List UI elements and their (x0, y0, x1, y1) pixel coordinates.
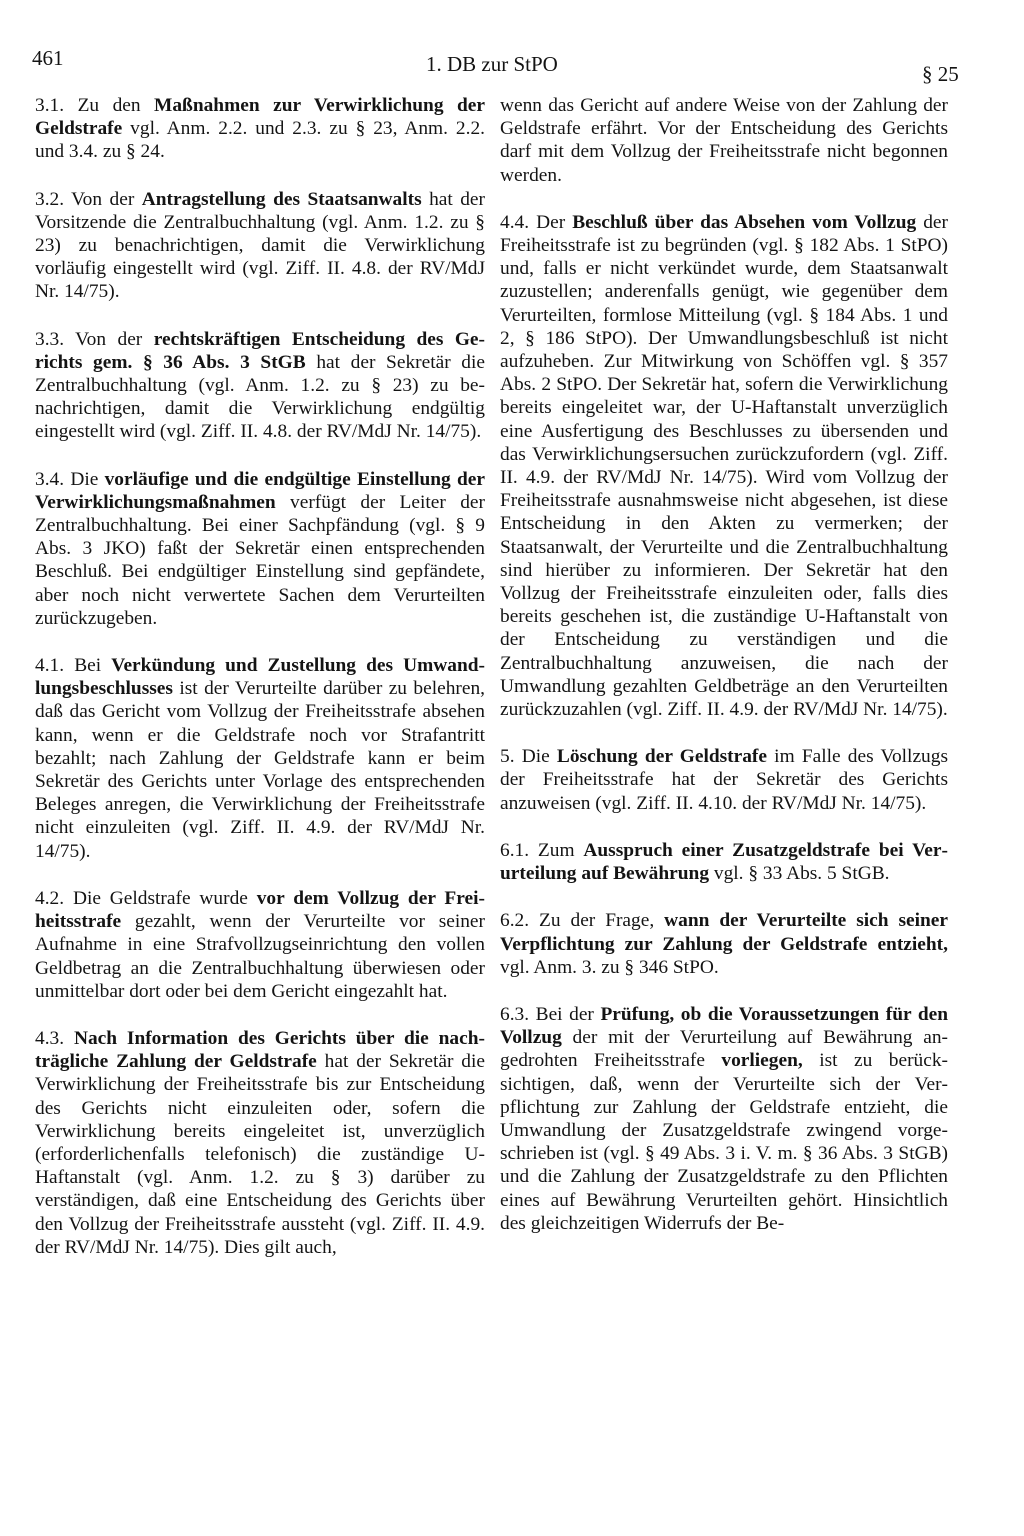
paragraph-text: Bei der (529, 1003, 601, 1025)
paragraph-number: 4.3. (35, 1027, 65, 1049)
paragraph-number: 6.3. (500, 1003, 530, 1025)
paragraph-text: vgl. Anm. 3. zu § 346 StPO. (500, 956, 719, 978)
paragraph (500, 909, 948, 979)
bold-term: Prüfung, ob die Voraussetzungen für den Vollzug (500, 1003, 948, 1049)
paragraph-text: Zu den (64, 95, 155, 116)
paragraph-text: Von der (64, 328, 154, 350)
paragraph-text: Die (64, 468, 105, 490)
bold-term: Antragstellung des Staatsanwalts (141, 188, 422, 210)
paragraph-text: Die Geldstrafe wurde (64, 887, 257, 909)
paragraph-number: 6.2. (500, 910, 530, 932)
paragraph-text: wenn das Gericht auf andere Weise von der Zahlung der Geldstrafe erfährt. Vor der Entscheidung des Gerichts darf mit dem Vollzug der Freiheitsstrafe nicht begonnen werden. (500, 95, 948, 186)
paragraph (35, 188, 485, 304)
right-column (500, 94, 948, 1259)
paragraph-text: Die (514, 746, 557, 768)
bold-term: vor dem Vollzug der Freiheitsstrafe (35, 887, 485, 933)
paragraph-text: ist der Verurteilte darüber zu belehren, daß das Gericht vom Vollzug der Freiheitsstrafe absehen kann, wenn er die Geldstrafe noch vor Strafantritt bezahlt; nach Zahlung der Geldstrafe kann er beim Sekretär des Gerichts unter Vorlage des entsprechenden Beleges anregen, die Verwirklichung der Freiheitsstrafe nicht einzuleiten (vgl. Ziff. II. 4.9. der RV/MdJ Nr. 14/75). (35, 678, 485, 862)
paragraph (35, 328, 485, 444)
paragraph-text: der Freiheitsstrafe ist zu begründen (vgl. § 182 Abs. 1 StPO) und, falls er nicht verkündet wurde, dem Staatsanwalt zuzustellen; anderenfalls genügt, wie gegenüber dem Verurteilten, formlose Mitteilung (vgl. § 184 Abs. 1 und 2, § 186 StPO). Der Umwandlungsbeschluß ist nicht aufzuheben. Zur Mitwirkung von Schöffen vgl. § 357 Abs. 2 StPO. Der Sekretär hat, sofern die Verwirklichung bereits eingeleitet war, der U-Haftanstalt unverzüglich eine Ausfertigung des Beschlusses zu übersenden und das Verwirklichungsersuchen zurückzufordern (vgl. Ziff. II. 4.9. der RV/MdJ Nr. 14/75). Wird vom Vollzug der Freiheitsstrafe ausnahmsweise nicht abgesehen, ist diese Entscheidung in den Akten zu vermerken; der Staatsanwalt, der Verurteilte und die Zentralbuchhaltung sind hierüber zu informieren. Der Sekretär hat den Vollzug der Freiheitsstrafe einzuleiten oder, falls dies bereits geschehen ist, die zuständige U-Haftanstalt von der Entscheidung zu verständigen und die Zentralbuchhaltung anzuweisen, die nach der Umwandlung gezahlten Geldbeträge an den Verurteilten zurückzuzahlen (vgl. Ziff. II. 4.9. der RV/MdJ Nr. 14/75). (500, 211, 948, 721)
paragraph-text: ist zu berücksichtigen, daß, wenn der Verurteilte sich der Verpflichtung zur Zahlung der Geldstrafe entzieht, die Umwandlung der Zusatzgeldstrafe zwingend vorgeschrieben ist (vgl. § 49 Abs. 3 i. V. m. § 36 Abs. 3 StGB) und die Zahlung der Zusatzgeldstrafe zu den Pflichten eines auf Bewährung Verurteilten gehört. Hinsichtlich des gleichzeitigen Widerrufs der Be- (500, 1050, 948, 1234)
paragraph-text: vgl. § 33 Abs. 5 StGB. (709, 863, 890, 885)
paragraph-number: 4.4. (500, 211, 530, 233)
paragraph-text: Von der (64, 188, 142, 210)
paragraph-text: der mit der Verurteilung auf Bewährung angedrohten Freiheitsstrafe (500, 1027, 948, 1072)
paragraph-number: 3.3. (35, 328, 65, 350)
paragraph-number: 3.1. (35, 95, 65, 116)
paragraph-number: 6.1. (500, 839, 530, 861)
bold-term: Beschluß über das Absehen vom Vollzug (572, 211, 917, 233)
paragraph-text: verfügt der Leiter der Zentralbuchhaltung. Bei einer Sachpfändung (vgl. § 9 Abs. 3 JKO) faßt der Sekretär einen entsprechenden Beschluß. Bei endgültiger Einstellung sind gepfändete, aber noch nicht verwertete Sachen dem Verurteilten zurückzugeben. (35, 491, 485, 629)
paragraph (35, 468, 485, 630)
paragraph (500, 839, 948, 885)
bold-term: vorläufige und die endgültige Einstellung der Verwirklichungsmaßnahmen (35, 468, 485, 513)
bold-term: rechtskräftigen Entscheidung des Gerichts gem. § 36 Abs. 3 StGB (35, 328, 485, 373)
paragraph (35, 887, 485, 1003)
paragraph-text: im Falle des Vollzugs der Freiheitsstrafe hat der Sekretär des Gerichts anzuweisen (vgl. Ziff. II. 4.10. der RV/MdJ Nr. 14/75). (500, 746, 948, 814)
page-number: 461 (32, 46, 64, 70)
paragraph-text: Der (529, 211, 573, 233)
section-mark: § 25 (922, 62, 959, 86)
paragraph-text: Zu der Frage, (529, 910, 665, 932)
bold-term: Ausspruch einer Zusatzgeldstrafe bei Verurteilung auf Bewährung (500, 839, 948, 885)
paragraph-number: 3.2. (35, 188, 65, 210)
left-column (35, 94, 485, 1283)
paragraph (35, 654, 485, 863)
paragraph-text: hat der Sekretär die Zentralbuchhaltung (vgl. Anm. 1.2. zu § 23) zu benachrichtigen, damit die Verwirklichung endgültig eingestellt wird (vgl. Ziff. II. 4.8. der RV/MdJ Nr. 14/75). (35, 351, 485, 443)
bold-term: vorliegen, (721, 1050, 803, 1072)
paragraph-text: hat der Vorsitzende die Zentralbuchhaltung (vgl. Anm. 1.2. zu § 23) zu benachrichtigen, damit die Verwirklichung vorläufig eingestellt wird (vgl. Ziff. II. 4.8. der RV/MdJ Nr. 14/75). (35, 188, 485, 303)
paragraph-number: 4.1. (35, 655, 65, 677)
bold-term: wann der Verurteilte sich seiner Verpflichtung zur Zahlung der Geldstrafe entzieht, (500, 910, 949, 955)
paragraph-number: 4.2. (35, 887, 65, 909)
paragraph-text: vgl. Anm. 2.2. und 2.3. zu § 23, Anm. 2.2. und 3.4. zu § 24. (35, 118, 485, 163)
paragraph (500, 1003, 948, 1235)
paragraph (35, 94, 485, 164)
paragraph (500, 211, 948, 721)
paragraph-text: gezahlt, wenn der Verurteilte vor seiner Aufnahme in eine Strafvollzugseinrichtung den vollen Geldbetrag an die Zentralbuchhaltung überwiesen oder unmittelbar dort oder bei dem Gericht eingezahlt hat. (35, 911, 485, 1002)
bold-term: Nach Information des Gerichts über die nachträgliche Zahlung der Geldstrafe (35, 1027, 485, 1073)
paragraph (500, 745, 948, 815)
bold-term: Maßnahmen zur Verwirklichung der Geldstrafe (35, 95, 485, 140)
paragraph-text: Zum (529, 839, 584, 861)
paragraph (500, 94, 948, 187)
running-head: 1. DB zur StPO (426, 52, 558, 76)
bold-term: Löschung der Geldstrafe (556, 746, 767, 768)
paragraph (35, 1027, 485, 1259)
paragraph-number: 3.4. (35, 468, 65, 490)
paragraph-text: hat der Sekretär die Verwirklichung der Freiheitsstrafe bis zur Entscheidung des Gerichts nicht einzuleiten oder, sofern die Verwirklichung bereits eingeleitet ist, unverzüglich (erforderlichenfalls telefonisch) die zuständige U-Haftanstalt (vgl. Anm. 1.2. zu § 3) darüber zu verständigen, daß eine Entscheidung des Gerichts über den Vollzug der Freiheitsstrafe aussteht (vgl. Ziff. II. 4.9. der RV/MdJ Nr. 14/75). Dies gilt auch, (35, 1051, 485, 1258)
bold-term: Verkündung und Zustellung des Umwandlungsbeschlusses (35, 655, 485, 700)
paragraph-number: 5. (500, 746, 515, 768)
paragraph-text: Bei (64, 655, 112, 677)
